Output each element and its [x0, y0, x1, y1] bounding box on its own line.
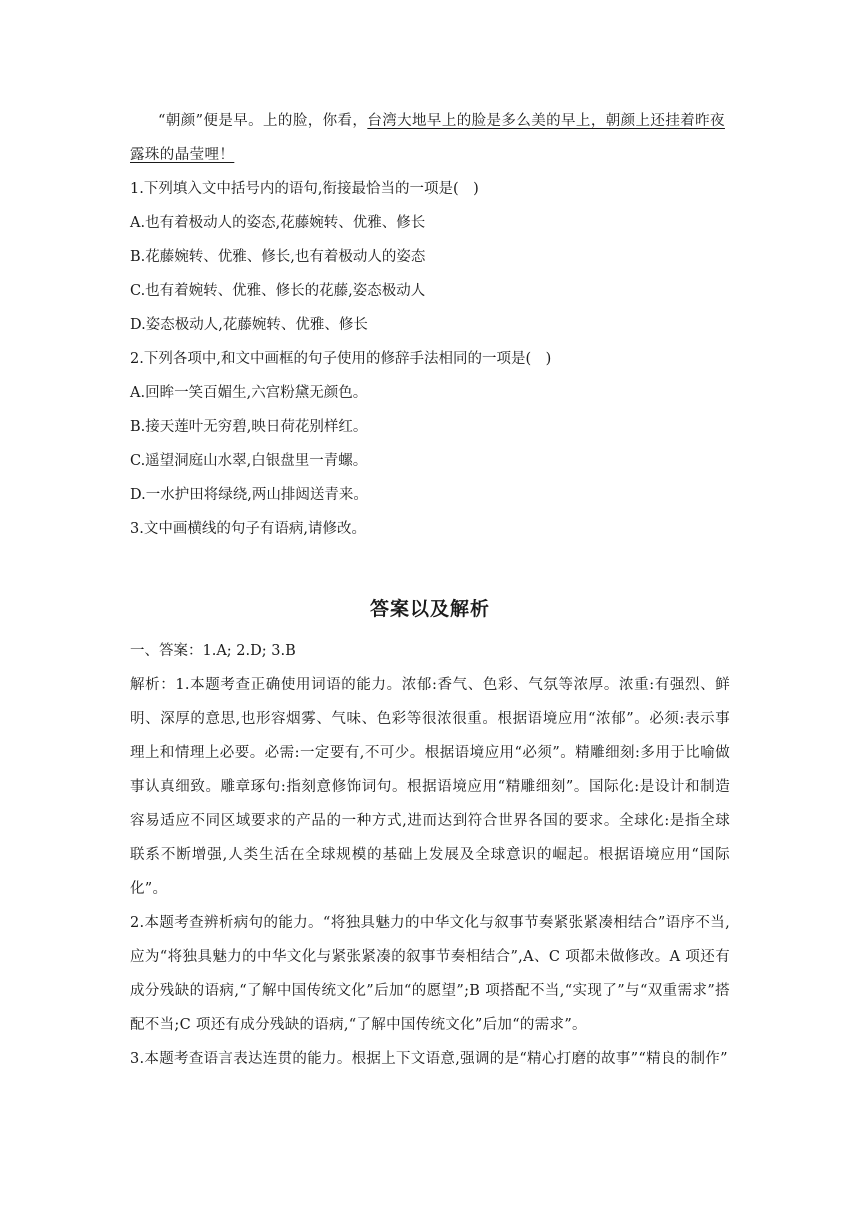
explanation-2: 2.本题考查辨析病句的能力。“将独具魅力的中华文化与叙事节奏紧张紧凑相结合”语序不当,应为“将独具魅力的中华文化与紧张紧凑的叙事节奏相结合”,A、C 项都未做修改。A 项还有成分残缺的语病,“了解中国传统文化”后加“的愿望”;B 项搭配不当,“实现了”与“双重需求”搭配不当;C 项还有成分残缺的语病,“了解中国传统文化”后加“的需求”。	[130, 915, 730, 1033]
question-1-option-b: B.花藤婉转、优雅、修长,也有着极动人的姿态	[130, 249, 426, 265]
answer-summary: 一、答案：1.A; 2.D; 3.B	[130, 643, 296, 659]
explanation-3: 3.本题考查语言表达连贯的能力。根据上下文语意,强调的是“精心打磨的故事”“精良的制作”	[130, 1051, 728, 1067]
intro-text: “朝颜”便是早。上的脸，你看，	[158, 113, 368, 129]
underlined-sentence: 台湾大地早上的脸是多么美的早上，朝颜上还挂着昨夜	[367, 113, 725, 129]
question-2: 2.下列各项中,和文中画框的句子使用的修辞手法相同的一项是( )	[130, 351, 552, 367]
question-2-option-d: D.一水护田将绿绕,两山排闼送青来。	[130, 487, 368, 503]
explanation-1: 解析：1.本题考查正确使用词语的能力。浓郁:香气、色彩、气氛等浓厚。浓重:有强烈、鲜明、深厚的意思,也形容烟雾、气味、色彩等很浓很重。根据语境应用“浓郁”。必须:表示事理上和情理上必要。必需:一定要有,不可少。根据语境应用“必须”。精雕细刻:多用于比喻做事认真细致。雕章琢句:指刻意修饰词句。根据语境应用“精雕细刻”。国际化:是设计和制造容易适应不同区域要求的产品的一种方式,进而达到符合世界各国的要求。全球化:是指全球联系不断增强,人类生活在全球规模的基础上发展及全球意识的崛起。根据语境应用“国际化”。	[130, 677, 730, 897]
question-2-option-a: A.回眸一笑百媚生,六宫粉黛无颜色。	[130, 385, 368, 401]
question-1-option-c: C.也有着婉转、优雅、修长的花藤,姿态极动人	[130, 283, 426, 299]
intro-paragraph-line-2	[130, 138, 730, 172]
question-1-option-d: D.姿态极动人,花藤婉转、优雅、修长	[130, 317, 368, 333]
intro-paragraph-line-1	[130, 104, 730, 138]
question-1: 1.下列填入文中括号内的语句,衔接最恰当的一项是( )	[130, 181, 479, 197]
answer-section-heading: 答案以及解析	[369, 598, 490, 620]
document-page	[130, 104, 730, 1076]
question-3: 3.文中画横线的句子有语病,请修改。	[130, 521, 366, 537]
question-2-option-b: B.接天莲叶无穷碧,映日荷花别样红。	[130, 419, 368, 435]
question-1-option-a: A.也有着极动人的姿态,花藤婉转、优雅、修长	[130, 215, 426, 231]
question-2-option-c: C.遥望洞庭山水翠,白银盘里一青螺。	[130, 453, 368, 469]
underlined-sentence-end: 露珠的晶莹哩！	[130, 147, 235, 163]
